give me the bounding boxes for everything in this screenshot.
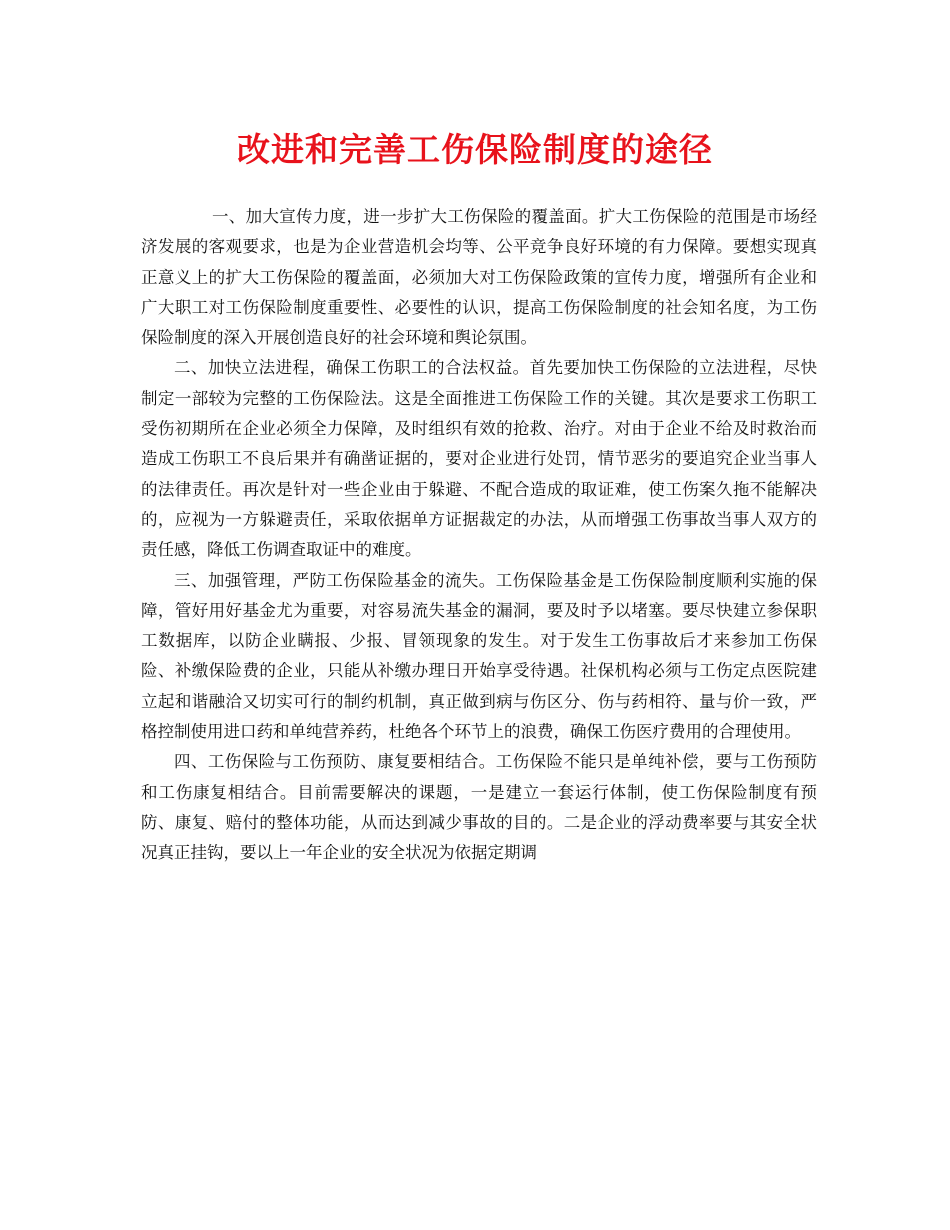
paragraph-2: 二、加快立法进程，确保工伤职工的合法权益。首先要加快工伤保险的立法进程，尽快制定一部较为完整的工伤保险法。这是全面推进工伤保险工作的关键。其次是要求工伤职工受伤初期所在企业必须全力保障，及时组织有效的抢救、治疗。对由于企业不给及时救治而造成工伤职工不良后果并有确凿证据的，要对企业进行处罚，情节恶劣的要追究企业当事人的法律责任。再次是针对一些企业由于躲避、不配合造成的取证难，使工伤案久拖不能解决的，应视为一方躲避责任，采取依据单方证据裁定的办法，从而增强工伤事故当事人双方的责任感，降低工伤调查取证中的难度。 bbox=[141, 358, 817, 560]
document-title: 改进和完善工伤保险制度的途径 bbox=[237, 130, 713, 169]
document-body bbox=[141, 202, 817, 869]
paragraph-1: 一、加大宣传力度，进一步扩大工伤保险的覆盖面。扩大工伤保险的范围是市场经济发展的客观要求，也是为企业营造机会均等、公平竞争良好环境的有力保障。要想实现真正意义上的扩大工伤保险的覆盖面，必须加大对工伤保险政策的宣传力度，增强所有企业和广大职工对工伤保险制度重要性、必要性的认识，提高工伤保险制度的社会知名度，为工伤保险制度的深入开展创造良好的社会环境和舆论氛围。 bbox=[141, 207, 817, 348]
paragraph-4: 四、工伤保险与工伤预防、康复要相结合。工伤保险不能只是单纯补偿，要与工伤预防和工伤康复相结合。目前需要解决的课题，一是建立一套运行体制，使工伤保险制度有预防、康复、赔付的整体功能，从而达到减少事故的目的。二是企业的浮动费率要与其安全状况真正挂钩，要以上一年企业的安全状况为依据定期调 bbox=[141, 752, 817, 863]
paragraph-3: 三、加强管理，严防工伤保险基金的流失。工伤保险基金是工伤保险制度顺利实施的保障，管好用好基金尤为重要，对容易流失基金的漏洞，要及时予以堵塞。要尽快建立参保职工数据库，以防企业瞒报、少报、冒领现象的发生。对于发生工伤事故后才来参加工伤保险、补缴保险费的企业，只能从补缴办理日开始享受待遇。社保机构必须与工伤定点医院建立起和谐融洽又切实可行的制约机制，真正做到病与伤区分、伤与药相符、量与价一致，严格控制使用进口药和单纯营养药，杜绝各个环节上的浪费，确保工伤医疗费用的合理使用。 bbox=[141, 570, 817, 742]
